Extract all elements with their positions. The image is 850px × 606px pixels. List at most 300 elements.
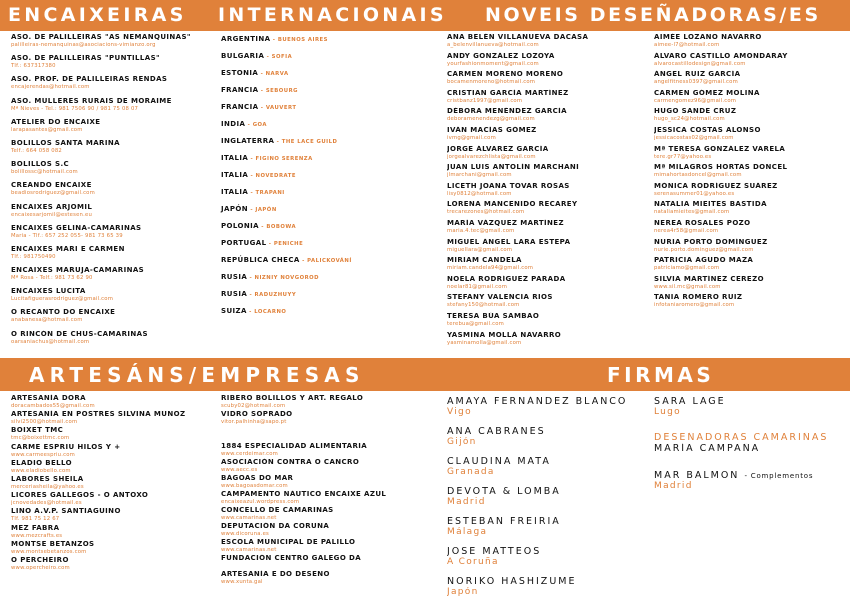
artesan-entry: [11, 524, 216, 540]
encaixeira-contact: anabanesa@hotmail.com: [11, 317, 83, 324]
artesan-name: ELADIO BELLO: [11, 458, 73, 467]
encaixeira-contact: bolillossc@hotmail.com: [11, 169, 78, 176]
encaixeira-contact: Tlf.: 637317380: [11, 63, 56, 70]
encaixeira-entry: [11, 97, 216, 113]
separator-dash: -: [270, 37, 278, 43]
internacional-entry: [221, 133, 431, 150]
city-name: LOCARNO: [254, 309, 287, 315]
internacional-entry: [221, 235, 431, 252]
internacional-entry: [221, 218, 431, 235]
novel-email: yourfashionmoment@gmail.com: [447, 60, 539, 67]
artesan-name: FUNDACIÓN CENTRO GALEGO DA: [221, 554, 362, 562]
encaixeira-contact: María - Tlf.: 657 252 055- 981 73 65 39: [11, 232, 123, 239]
novel-entry: [447, 293, 642, 309]
novel-entry: [654, 182, 850, 198]
novel-entry: [654, 219, 850, 235]
novel-name: NOELA RODRÍGUEZ PARADA: [447, 274, 566, 283]
encaixeiras-list: [11, 33, 216, 351]
separator-dash: -: [258, 105, 266, 111]
novel-name: MIRIAM CANDELA: [447, 256, 522, 265]
encaixeira-entry: [11, 139, 216, 155]
novel-name: TANIA ROMERO RUIZ: [654, 293, 743, 302]
novel-entry: [447, 145, 642, 161]
artesan-name: DEPUTACIÓN DA CORUÑA: [221, 522, 330, 530]
internacional-entry: [221, 48, 431, 65]
novel-email: hugo_sc24@hotmail.com: [654, 116, 725, 123]
separator-dash: -: [247, 207, 256, 213]
top-header-band: [0, 0, 850, 31]
city-name: SEBOURG: [265, 88, 299, 94]
country-name: PORTUGAL: [221, 239, 267, 247]
encaixeira-name: BOLILLOS SANTA MARIÑA: [11, 138, 120, 147]
novel-email: tere.gr77@yahoo.es: [654, 153, 712, 160]
novel-name: MARÍA VÁZQUEZ MARTÍNEZ: [447, 218, 564, 227]
novel-email: patriciamo@gmail.com: [654, 265, 720, 272]
artesans-list-2: [221, 394, 436, 586]
novel-entry: [447, 70, 642, 86]
novel-name: LORENA MANCEÑIDO RECAREY: [447, 200, 578, 209]
novel-entry: [654, 163, 850, 179]
novel-name: Mª MILAGROS HORTAS DONCEL: [654, 163, 788, 172]
novel-email: mimahortasdoncel@gmail.com: [654, 172, 742, 179]
country-name: FRANCIA: [221, 86, 259, 94]
novel-name: IVÁN MACÍAS GÓMEZ: [447, 125, 537, 134]
artesan-name: ARTESANÍA EN POSTRES SILVINA MUÑOZ: [11, 410, 186, 419]
encaixeira-contact: Mª Rosa - Telf.: 981 73 62 90: [11, 275, 93, 282]
encaixeira-contact: beadiosrodriguez@gmail.com: [11, 190, 95, 197]
artesan-name: LIÑO A.V.P. SANTIAGUIÑO: [11, 507, 121, 516]
novel-name: PATRICIA AGUDO MAZA: [654, 256, 754, 265]
city-name: THE LACE GUILD: [281, 139, 338, 145]
separator-dash: -: [264, 54, 272, 60]
novel-entry: [654, 256, 850, 272]
city-name: FIGINO SERENZA: [255, 156, 313, 162]
encaixeira-entry: [11, 287, 216, 303]
internacional-entry: [221, 303, 431, 320]
encaixeira-contact: Lucitafiguerasrodriguez@gmail.com: [11, 296, 114, 303]
encaixeira-name: O RECANTO DO ENCAIXE: [11, 308, 116, 317]
firma-name: JOSE MATTEOS: [447, 546, 542, 557]
novel-name: HUGO SANDE CRUZ: [654, 107, 737, 116]
artesan-name: ASOCIACIÓN CONTRA O CANCRO: [221, 458, 360, 466]
novel-email: www.sil.mc@gmail.com: [654, 283, 721, 290]
novel-email: a_belenvillanueva@hotmail.com: [447, 42, 539, 48]
city-name: NOVEDRATE: [255, 173, 296, 179]
firmas-list-2: [654, 396, 850, 492]
novel-email: infotaniaromero@gmail.com: [654, 302, 735, 309]
novel-name: NEREA ROSALES POZO: [654, 218, 751, 227]
internacional-entry: [221, 286, 431, 303]
separator-dash: -: [247, 292, 255, 298]
encaixeira-contact: encajerendas@hotmail.com: [11, 84, 90, 91]
artesan-entry: [11, 556, 216, 572]
internacional-entry: [221, 184, 431, 201]
encaixeira-contact: palilleiras-nemanquinas@asociacions-vimianzo.org: [11, 42, 156, 48]
novel-email: jorgealvarezchlista@gmail.com: [447, 153, 536, 160]
novel-email: maria.4.tec@gmail.com: [447, 227, 515, 234]
firma-city: Madrid: [654, 481, 693, 491]
country-name: SUIZA: [221, 307, 247, 315]
artesan-entry: [221, 410, 436, 426]
novel-name: CRISTIAN GARCÍA MARTÍNEZ: [447, 88, 569, 97]
artesan-name: RIBERO BOLILLOS Y ART. REGALO: [221, 394, 364, 402]
novel-entry: [654, 52, 850, 68]
artesan-contact: jcnovedades@hotmail.es: [11, 500, 82, 507]
novel-email: yasminamolla@gmail.com: [447, 339, 522, 346]
novel-name: TERESA BÚA SAMBAO: [447, 311, 540, 320]
artesan-entry: [11, 540, 216, 556]
firma-desenadoras: DESEÑADORAS CAMARIÑAS: [654, 432, 829, 443]
artesan-name: ARTESANÍA E DO DESEÑO: [221, 570, 330, 578]
novel-entry: [654, 107, 850, 123]
artesan-name: ARTESANÍA DORA: [11, 394, 86, 402]
internacional-entry: [221, 269, 431, 286]
country-name: BULGARIA: [221, 52, 265, 60]
country-name: REPÚBLICA CHECA: [221, 256, 300, 264]
header-firmas: FIRMAS: [607, 363, 715, 387]
artesan-entry: [11, 410, 216, 426]
artesan-entry: [221, 474, 436, 490]
encaixeira-entry: [11, 160, 216, 176]
encaixeira-name: ENCAIXES MARUJA-CAMARIÑAS: [11, 266, 145, 275]
city-name: NIZNIY NOVGOROD: [254, 275, 320, 281]
separator-dash: -: [299, 258, 308, 264]
novel-entry: [447, 163, 642, 179]
artesan-name: CARME ESPRIU HILOS Y +: [11, 442, 121, 451]
encaixeira-contact: Telf.: 664 058 082: [11, 147, 62, 154]
novel-name: YASMINA MOLLÁ NAVARRO: [447, 330, 562, 339]
separator-dash: -: [248, 173, 256, 179]
novel-name: JESSICA COSTAS ALONSO: [654, 125, 761, 134]
novel-name: ANDY GONZÁLEZ LOZOYA: [447, 51, 555, 60]
artesan-contact: scuby02@hotmail.com: [221, 403, 286, 409]
separator-dash: -: [248, 156, 256, 162]
firma-name: ESTEBAN FREIRIA: [447, 516, 561, 527]
country-name: ITALIA: [221, 188, 249, 196]
firma-name: MAR BALMON: [654, 470, 740, 481]
encaixeira-contact: Tlf.: 981750490: [11, 253, 56, 260]
separator-dash: -: [258, 71, 266, 77]
encaixeira-entry: [11, 33, 216, 49]
internacional-entry: [221, 167, 431, 184]
firma-city: Granada: [447, 467, 495, 477]
firma-city: Madrid: [447, 497, 486, 507]
country-name: INGLATERRA: [221, 137, 275, 145]
encaixeira-name: ENCAIXES LUCITA: [11, 287, 86, 296]
noveis-list-1: [447, 33, 642, 349]
artesan-name: BÁGOAS DO MAR: [221, 474, 294, 482]
artesan-contact: www.camarinas.net: [221, 515, 277, 521]
artesan-entry: [221, 442, 436, 458]
encaixeira-name: ENCAIXES ARJOMIL: [11, 202, 93, 211]
artesan-entry: [221, 458, 436, 474]
city-name: BUENOS AIRES: [277, 37, 328, 43]
novel-email: jlmarchani@gmail.com: [447, 172, 512, 179]
novel-entry: [654, 275, 850, 291]
country-name: FRANCIA: [221, 103, 259, 111]
novel-name: MIGUEL ÁNGEL LARA ESTEPA: [447, 237, 571, 246]
city-name: VAUVERT: [265, 105, 297, 111]
artesan-name: LICORES GALLEGOS - O ANTOXO: [11, 491, 149, 500]
artesan-name: LABORES SHEILA: [11, 474, 84, 483]
novel-entry: [447, 312, 642, 328]
novel-entry: [447, 89, 642, 105]
artesan-contact: doracambados55@gmail.com: [11, 403, 95, 409]
separator-dash: -: [274, 139, 282, 145]
novel-email: jessicacostas02@gmail.com: [654, 134, 734, 141]
firma-name: CLAUDINA MATA: [447, 456, 551, 467]
internacional-entry: [221, 150, 431, 167]
novel-name: JORGE ÁLVAREZ GARCÍA: [447, 144, 549, 153]
country-name: ITALIA: [221, 171, 249, 179]
firma-city: Málaga: [447, 527, 488, 537]
novel-email: stefany150@hotmail.com: [447, 302, 520, 309]
artesan-entry: [221, 538, 436, 554]
encaixeira-entry: [11, 266, 216, 282]
artesan-name: BOIXET TMC: [11, 426, 64, 435]
novel-name: MÓNICA RODRÍGUEZ SUÁREZ: [654, 181, 778, 190]
artesan-entry: [221, 394, 436, 410]
artesan-contact: encaixeazul.wordpress.com: [221, 499, 300, 505]
novel-name: JUAN LUIS ANTOLÍN MARCHANI: [447, 163, 580, 172]
encaixeira-contact: Mª Nieves - Tel.: 981 7506 90 / 981 75 08 07: [11, 105, 139, 112]
encaixeira-name: ASO. MULLERES RURAIS DE MORAIME: [11, 96, 172, 105]
novel-entry: [447, 182, 642, 198]
artesan-entry: [221, 426, 436, 442]
novel-email: nurie.porto.dominguez@gmail.com: [654, 246, 754, 253]
country-name: JAPÓN: [221, 205, 248, 213]
encaixeira-entry: [11, 203, 216, 219]
firma-city: Japón: [447, 587, 479, 597]
firma-entry: [447, 426, 647, 448]
encaixeira-name: ASO. PROF. DE PALILLEIRAS RENDAS: [11, 75, 168, 84]
novel-entry: [447, 256, 642, 272]
artesans-list-1: [11, 394, 216, 572]
internacional-entry: [221, 31, 431, 48]
artesan-contact: www.montsebetanzos.com: [11, 548, 87, 555]
novel-entry: [447, 275, 642, 291]
novel-name: CARMEN GÓMEZ MOLINA: [654, 88, 760, 97]
novel-entry: [447, 126, 642, 142]
novel-entry: [447, 107, 642, 123]
internacional-entry: [221, 252, 431, 269]
novel-entry: [654, 293, 850, 309]
country-name: RUSIA: [221, 290, 248, 298]
artesan-contact: www.eladiobello.com: [11, 467, 71, 474]
encaixeira-name: ENCAIXES MARI E CARMEN: [11, 244, 125, 253]
novel-email: cristbanz1997@gmail.com: [447, 97, 523, 104]
header-noveis: NOVEIS DESEÑADORAS/ES: [485, 4, 821, 26]
encaixeira-entry: [11, 330, 216, 346]
novel-name: NATALIA MIEITES BASTIDA: [654, 200, 767, 209]
artesan-name: VIDRO SOPRADO: [221, 410, 293, 418]
novel-entry: [654, 33, 850, 49]
novel-email: serenasummer01@yahoo.es: [654, 190, 735, 197]
novel-name: CARMEN MORENO MORENO: [447, 70, 564, 79]
city-name: GOA: [252, 122, 267, 128]
artesan-name: MONTSE BETANZOS: [11, 539, 95, 548]
separator-dash: -: [248, 190, 256, 196]
header-encaixeiras: ENCAIXEIRAS: [8, 4, 187, 26]
artesan-contact: www.mezcrafts.es: [11, 532, 63, 539]
city-name: TRAPANI: [255, 190, 285, 196]
novel-entry: [447, 219, 642, 235]
novel-name: Mª TERESA GONZÁLEZ VARELA: [654, 144, 786, 153]
artesan-entry: [221, 570, 436, 586]
firma-city: A Coruña: [447, 557, 499, 567]
artesan-contact: merceriasheila@yahoo.es: [11, 483, 84, 490]
firma-suffix: - Complementos: [744, 472, 814, 480]
artesan-contact: www.opercheiro.com: [11, 564, 70, 571]
middle-header-band: [0, 358, 850, 391]
novel-entry: [447, 52, 642, 68]
internacional-entry: [221, 65, 431, 82]
city-name: SOFIA: [271, 54, 293, 60]
firma-entry: [447, 396, 647, 418]
encaixeira-name: ENCAIXES GELINA-CAMARIÑAS: [11, 223, 142, 232]
artesan-entry: [11, 475, 216, 491]
city-name: RADUZHUYY: [254, 292, 297, 298]
artesan-entry: [221, 522, 436, 538]
novel-entry: [654, 126, 850, 142]
artesan-contact: www.camarinas.net: [221, 547, 277, 553]
novel-email: ivmg@gmail.com: [447, 134, 496, 141]
artesan-contact: www.cerdeimar.com: [221, 451, 279, 457]
novel-email: nataliamieites@gmail.com: [654, 209, 730, 216]
novel-name: DÉBORA MENÉNDEZ GARCÍA: [447, 107, 567, 116]
firma-city: Lugo: [654, 407, 681, 417]
artesan-name: MEZ FABRA: [11, 523, 60, 532]
firma-city: Vigo: [447, 407, 472, 417]
novel-email: miguellara@gmail.com: [447, 246, 513, 253]
novel-entry: [447, 33, 642, 49]
novel-email: lisy0812@hotmail.com: [447, 190, 512, 197]
novel-email: miriam.candela94@gmail.com: [447, 265, 534, 272]
artesan-name: ESCOLA MUNICIPAL DE PALILLO: [221, 538, 356, 546]
artesan-name: O PERCHEIRO: [11, 555, 69, 564]
artesan-contact: www.dicoruna.es: [221, 531, 270, 537]
novel-name: STEFANY VALENCIA RIOS: [447, 293, 553, 302]
novel-email: nerea4r58@gmail.com: [654, 227, 719, 234]
encaixeira-name: O RINCÓN DE CHUS-CAMARIÑAS: [11, 329, 148, 338]
separator-dash: -: [266, 241, 274, 247]
noveis-list-2: [654, 33, 850, 312]
encaixeira-name: ATELIER DO ENCAIXE: [11, 117, 101, 126]
artesan-contact: www.bagoasdomar.com: [221, 483, 288, 489]
firma-name: SARA LAGE: [654, 396, 726, 407]
firma-entry: [447, 456, 647, 478]
city-name: PALICKOVÁNÍ: [307, 258, 352, 264]
artesan-contact: www.aecc.es: [221, 467, 258, 473]
novel-email: aimee-l7@hotmail.com: [654, 42, 720, 48]
novel-email: trecarezones@hotmail.com: [447, 209, 525, 216]
firma-entry: [447, 516, 647, 538]
firma-city: Gijón: [447, 437, 477, 447]
firma-name: NORIKO HASHIZUME: [447, 576, 577, 587]
novel-email: noelar81@gmail.com: [447, 283, 508, 290]
encaixeira-name: ASO. DE PALILLEIRAS "PUNTILLAS": [11, 54, 161, 63]
artesan-contact: [221, 435, 436, 442]
novel-email: terebua@gmail.com: [447, 320, 505, 327]
firma-entry: [447, 546, 647, 568]
novel-name: ÁLVARO CASTILLO AMONDARAY: [654, 51, 788, 60]
encaixeira-entry: [11, 181, 216, 197]
encaixeira-name: ASO. DE PALILLEIRAS "AS NEMANQUIÑAS": [11, 33, 191, 41]
internacionais-list: [221, 31, 431, 320]
encaixeira-entry: [11, 224, 216, 240]
artesan-entry: [11, 394, 216, 410]
artesan-entry: [221, 490, 436, 506]
firma-entry: [447, 576, 647, 598]
novel-email: angelfitness0397@gmail.com: [654, 79, 738, 86]
internacional-entry: [221, 201, 431, 218]
artesan-entry: [11, 507, 216, 523]
artesan-contact: vitor.palhinha@sapo.pt: [221, 419, 287, 425]
header-internacionais: INTERNACIONAIS: [218, 4, 447, 26]
novel-email: deboramenendezg@gmail.com: [447, 116, 535, 123]
novel-entry: [447, 238, 642, 254]
artesan-name: CONCELLO DE CAMARIÑAS: [221, 506, 334, 514]
novel-name: LICETH JOANA TOVAR ROSAS: [447, 181, 570, 190]
firma-entry: [654, 396, 850, 418]
encaixeira-contact: oarsaniachus@hotmail.com: [11, 338, 90, 345]
novel-entry: [654, 70, 850, 86]
internacional-entry: [221, 99, 431, 116]
city-name: NARVA: [265, 71, 289, 77]
novel-entry: [447, 200, 642, 216]
novel-name: AIMÉE LOZANO NAVARRO: [654, 33, 762, 41]
city-name: BOBOWA: [266, 224, 297, 230]
city-name: PENICHE: [273, 241, 304, 247]
firmas-list-1: [447, 396, 647, 606]
city-name: JAPÓN: [255, 207, 277, 213]
country-name: ITALIA: [221, 154, 249, 162]
encaixeira-name: CREANDO ENCAIXE: [11, 181, 92, 190]
artesan-contact: www.carmeespriu.com: [11, 451, 76, 458]
country-name: ARGENTINA: [221, 35, 271, 43]
novel-entry: [654, 200, 850, 216]
artesan-contact: silvi2500@hotmail.com: [11, 419, 78, 426]
artesan-contact: [221, 563, 436, 570]
artesan-entry: [11, 443, 216, 459]
artesan-contact: www.xunta.gal: [221, 579, 263, 585]
separator-dash: -: [245, 122, 253, 128]
novel-name: ÁNGEL RUIZ GARCÍA: [654, 70, 741, 79]
encaixeira-entry: [11, 308, 216, 324]
separator-dash: -: [258, 88, 266, 94]
artesan-contact: tmc@boixettmc.com: [11, 435, 70, 442]
novel-email: alvarocastillodesign@gmail.com: [654, 60, 746, 67]
artesan-entry: [221, 554, 436, 570]
artesan-entry: [11, 459, 216, 475]
novel-entry: [447, 331, 642, 347]
firma-entry: [447, 486, 647, 508]
firma-name: AMAYA FERNÁNDEZ BLANCO: [447, 396, 628, 407]
artesan-entry: [221, 506, 436, 522]
novel-email: bocamenmoreno@hotmail.com: [447, 79, 536, 86]
separator-dash: -: [258, 224, 267, 230]
encaixeira-contact: encaixesarjomil@estesen.eu: [11, 211, 93, 218]
novel-entry: [654, 238, 850, 254]
internacional-entry: [221, 82, 431, 99]
novel-name: NURIA PORTO DOMÍNGUEZ: [654, 237, 768, 246]
firma-maria: MARÍA CAMPAÑA: [654, 443, 761, 454]
firma-name: ANA CABRANES: [447, 426, 546, 437]
artesan-entry: [11, 426, 216, 442]
novel-name: SILVIA MARTÍNEZ CEREZO: [654, 274, 764, 283]
novel-entry: [654, 145, 850, 161]
separator-dash: -: [247, 275, 255, 281]
